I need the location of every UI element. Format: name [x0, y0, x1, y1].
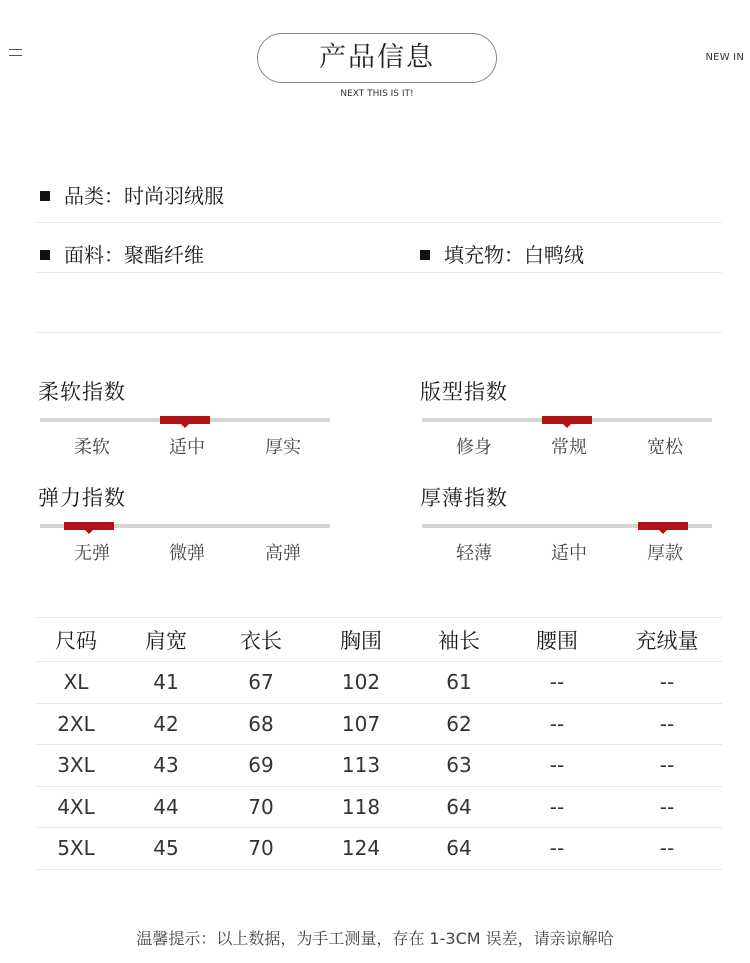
bullet-icon	[420, 250, 430, 260]
index-label: 适中	[169, 437, 205, 458]
table-row	[36, 703, 722, 745]
table-row	[36, 662, 722, 704]
table-cell: 2XL	[36, 703, 116, 745]
table-cell: --	[612, 745, 722, 787]
table-cell: 45	[116, 828, 216, 870]
table-cell: 70	[216, 828, 306, 870]
index-label: 高弹	[265, 543, 301, 564]
divider	[36, 332, 722, 333]
table-cell: 107	[306, 703, 416, 745]
menu-icon[interactable]	[9, 49, 22, 59]
index-label: 厚款	[647, 543, 683, 564]
table-cell: 118	[306, 786, 416, 828]
table-cell: --	[612, 662, 722, 704]
index-label: 微弹	[169, 543, 205, 564]
table-cell: --	[612, 828, 722, 870]
index-marker	[160, 416, 210, 424]
index-track	[40, 524, 330, 528]
table-cell: 102	[306, 662, 416, 704]
index-track	[40, 418, 330, 422]
table-header: 衣长	[216, 618, 306, 662]
table-cell: 69	[216, 745, 306, 787]
table-cell: 64	[416, 786, 502, 828]
table-cell: 44	[116, 786, 216, 828]
table-cell: 4XL	[36, 786, 116, 828]
table-cell: 70	[216, 786, 306, 828]
index-label: 轻薄	[456, 543, 492, 564]
table-cell: --	[502, 662, 612, 704]
table-row	[36, 828, 722, 870]
index-label: 适中	[551, 543, 587, 564]
new-in-label: NEW IN	[705, 52, 744, 63]
divider	[36, 272, 722, 273]
bullet-icon	[40, 250, 50, 260]
index-label: 常规	[551, 437, 587, 458]
page-subtitle: NEXT THIS IS IT!	[340, 89, 414, 99]
table-header: 肩宽	[116, 618, 216, 662]
table-header-row	[36, 618, 722, 662]
table-cell: 113	[306, 745, 416, 787]
table-cell: 124	[306, 828, 416, 870]
info-filling-text: 填充物：白鸭绒	[444, 243, 584, 267]
table-cell: --	[502, 786, 612, 828]
info-fabric	[40, 239, 204, 268]
size-table	[36, 617, 722, 870]
table-cell: --	[502, 745, 612, 787]
table-cell: 68	[216, 703, 306, 745]
table-cell: 42	[116, 703, 216, 745]
divider	[36, 222, 722, 223]
index-label: 柔软	[74, 437, 110, 458]
table-cell: 43	[116, 745, 216, 787]
index-title: 弹力指数	[38, 486, 126, 510]
index-marker	[64, 522, 114, 530]
table-header: 充绒量	[612, 618, 722, 662]
info-fabric-text: 面料：聚酯纤维	[64, 243, 204, 267]
index-marker	[638, 522, 688, 530]
index-label: 无弹	[74, 543, 110, 564]
table-cell: 61	[416, 662, 502, 704]
table-row	[36, 745, 722, 787]
info-filling	[420, 239, 584, 268]
table-cell: --	[502, 828, 612, 870]
info-category-text: 品类：时尚羽绒服	[64, 184, 224, 208]
bullet-icon	[40, 191, 50, 201]
table-header: 胸围	[306, 618, 416, 662]
table-cell: XL	[36, 662, 116, 704]
index-title: 柔软指数	[38, 380, 126, 404]
table-cell: 41	[116, 662, 216, 704]
index-title: 厚薄指数	[420, 486, 508, 510]
table-cell: 64	[416, 828, 502, 870]
table-cell: --	[612, 786, 722, 828]
table-row	[36, 786, 722, 828]
table-cell: --	[612, 703, 722, 745]
table-header: 腰围	[502, 618, 612, 662]
table-cell: --	[502, 703, 612, 745]
table-cell: 62	[416, 703, 502, 745]
index-label: 宽松	[647, 437, 683, 458]
footer-note: 温馨提示：以上数据，为手工测量，存在 1-3CM 误差，请亲谅解哈	[136, 929, 614, 948]
info-category	[40, 180, 224, 209]
table-cell: 3XL	[36, 745, 116, 787]
table-cell: 67	[216, 662, 306, 704]
page-title: 产品信息	[257, 33, 497, 83]
index-track	[422, 524, 712, 528]
table-cell: 5XL	[36, 828, 116, 870]
index-track	[422, 418, 712, 422]
table-cell: 63	[416, 745, 502, 787]
index-label: 修身	[456, 437, 492, 458]
table-header: 袖长	[416, 618, 502, 662]
index-marker	[542, 416, 592, 424]
index-title: 版型指数	[420, 380, 508, 404]
table-header: 尺码	[36, 618, 116, 662]
index-label: 厚实	[265, 437, 301, 458]
